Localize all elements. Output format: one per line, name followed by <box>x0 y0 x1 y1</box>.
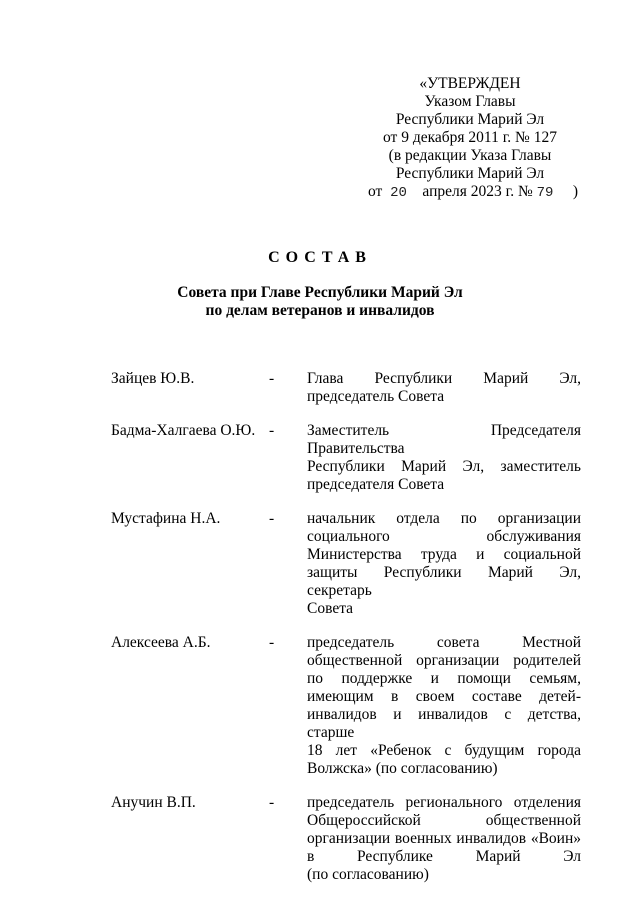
edit-month-year: апреля 2023 г. № <box>422 183 533 200</box>
member-role-line: защиты Республики Марий Эл, секретарь <box>307 564 581 599</box>
member-role-line: председатель совета Местной <box>307 634 581 651</box>
member-row <box>111 510 581 618</box>
document-subtitle <box>0 284 640 320</box>
member-dash: - <box>269 422 275 439</box>
member-role-line: Республики Марий Эл, заместитель <box>307 458 581 475</box>
member-role-line: Общероссийской общественной <box>307 812 581 829</box>
member-role-line: имеющим в своем составе детей- <box>307 688 581 705</box>
edit-number: 79 <box>536 185 554 201</box>
edit-day: 20 <box>390 185 407 201</box>
member-role-line: Министерства труда и социальной <box>307 546 581 563</box>
member-role-line: по поддержке и помощи семьям, <box>307 670 581 687</box>
approval-line-2: Указом Главы <box>424 93 516 110</box>
member-row <box>111 634 581 778</box>
edit-prefix: от <box>368 183 383 200</box>
approval-line-5: (в редакции Указа Главы <box>388 147 552 164</box>
member-name: Анучин В.П. <box>111 794 196 811</box>
member-role-line: Совета <box>307 600 354 617</box>
member-role-line: (по согласованию) <box>307 866 429 883</box>
member-dash: - <box>269 510 275 527</box>
member-role <box>307 370 581 406</box>
member-role <box>307 634 581 778</box>
member-role-line: председатель регионального отделения <box>307 794 581 811</box>
member-name: Алексеева А.Б. <box>111 634 211 651</box>
subtitle-line-1: Совета при Главе Республики Марий Эл <box>177 284 463 301</box>
member-role-line: начальник отдела по организации <box>307 510 581 527</box>
approval-stamp <box>360 75 580 202</box>
member-role <box>307 422 581 494</box>
member-role-line: общественной организации родителей <box>307 652 581 669</box>
approval-line-4: от 9 декабря 2011 г. № 127 <box>383 129 557 146</box>
member-name: Бадма-Халгаева О.Ю. <box>111 422 256 439</box>
approval-line-3: Республики Марий Эл <box>395 111 545 128</box>
subtitle-line-2: по делам ветеранов и инвалидов <box>205 302 435 319</box>
member-dash: - <box>269 794 275 811</box>
member-name: Мустафина Н.А. <box>111 510 221 527</box>
member-name: Зайцев Ю.В. <box>111 370 195 387</box>
member-dash: - <box>269 370 275 387</box>
members-list <box>111 370 581 900</box>
member-row <box>111 370 581 406</box>
member-role-line: председателя Совета <box>307 476 445 493</box>
edit-date-line <box>360 183 580 202</box>
member-role-line: организации военных инвалидов «Воин» <box>307 830 581 847</box>
member-role-line: председатель Совета <box>307 388 445 405</box>
member-role-line: Заместитель Председателя Правительства <box>307 422 581 457</box>
approval-line-6: Республики Марий Эл <box>395 165 545 182</box>
member-role-line: Волжска» (по согласованию) <box>307 760 498 777</box>
member-role-line: 18 лет «Ребенок с будущим города <box>307 742 581 759</box>
member-dash: - <box>269 634 275 651</box>
edit-suffix: ) <box>572 183 578 200</box>
approval-line-1: «УТВЕРЖДЕН <box>419 75 521 92</box>
member-role <box>307 510 581 618</box>
document-title: СОСТАВ <box>268 249 372 266</box>
member-role-line: в Республике Марий Эл <box>307 848 581 865</box>
member-row <box>111 422 581 494</box>
member-role-line: социального обслуживания <box>307 528 581 545</box>
member-role-line: Глава Республики Марий Эл, <box>307 370 581 387</box>
member-row <box>111 794 581 884</box>
member-role-line: инвалидов и инвалидов с детства, старше <box>307 706 581 741</box>
member-role <box>307 794 581 884</box>
